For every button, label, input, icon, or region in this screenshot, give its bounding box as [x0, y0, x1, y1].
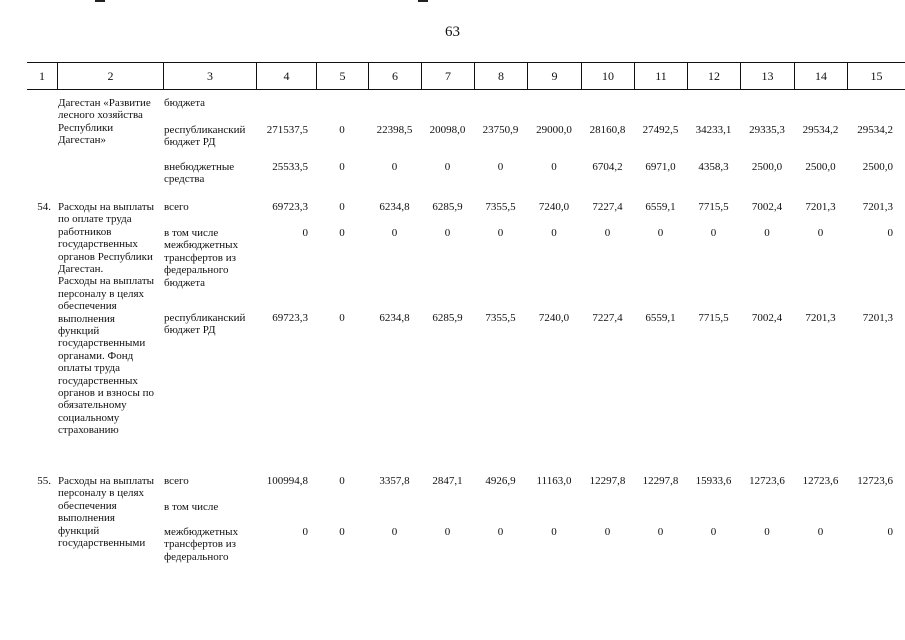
- column-header-10: 10: [581, 63, 634, 89]
- value-cell: 25533,5: [272, 161, 308, 173]
- value-cell: 0: [657, 227, 664, 239]
- table-header-row: [27, 62, 905, 90]
- value-cell: 7227,4: [592, 312, 623, 324]
- value-cell: 15933,6: [695, 475, 732, 487]
- row-number: 54.: [37, 201, 51, 213]
- value-cell: 0: [391, 526, 398, 538]
- value-cell: 0: [302, 526, 308, 538]
- row-source-line: внебюджетные: [164, 161, 235, 173]
- value-cell: 12723,6: [857, 475, 893, 487]
- value-cell: 0: [444, 161, 451, 173]
- value-cell: 7355,5: [485, 201, 516, 213]
- row-name-line: по оплате труда: [58, 213, 132, 226]
- value-cell: 0: [551, 227, 557, 239]
- value-cell: 69723,3: [272, 312, 308, 324]
- value-cell: 100994,8: [266, 475, 308, 487]
- value-cell: 7201,3: [862, 312, 893, 324]
- value-cell: 0: [764, 526, 770, 538]
- column-header-7: 7: [421, 63, 474, 89]
- column-header-11: 11: [634, 63, 687, 89]
- value-cell: 7201,3: [805, 312, 836, 324]
- column-header-3: 3: [163, 63, 256, 89]
- row-source-line: федерального: [164, 550, 229, 563]
- scan-edge-right: [418, 0, 428, 2]
- row-name-line: Дагестан.: [58, 263, 104, 275]
- value-cell: 7201,3: [805, 201, 836, 213]
- row-source-line: средства: [164, 173, 205, 186]
- value-cell: 0: [339, 312, 345, 324]
- row-name-line: обеспечения: [58, 499, 117, 512]
- row-source-line: всего: [164, 201, 189, 213]
- row-source-line: бюджета: [164, 276, 206, 289]
- value-cell: 0: [339, 124, 345, 136]
- value-cell: 7355,5: [485, 312, 516, 324]
- value-cell: 6559,1: [645, 312, 676, 324]
- value-cell: 22398,5: [376, 124, 413, 136]
- value-cell: 7240,0: [538, 312, 570, 324]
- value-cell: 12297,8: [642, 475, 679, 487]
- row-name-line: работников: [58, 225, 112, 238]
- value-cell: 0: [497, 526, 504, 538]
- value-cell: 0: [887, 526, 893, 538]
- column-header-2: 2: [57, 63, 163, 89]
- value-cell: 0: [497, 161, 504, 173]
- row-name-line: функций: [58, 325, 100, 337]
- column-header-14: 14: [794, 63, 847, 89]
- value-cell: 29000,0: [536, 124, 572, 136]
- row-name-line: функций: [58, 524, 100, 537]
- row-name-line: обязательному: [58, 399, 127, 412]
- column-header-1: 1: [39, 69, 45, 83]
- value-cell: 69723,3: [272, 201, 308, 213]
- row-source-line: трансфертов из: [164, 538, 236, 551]
- row-name-line: обеспечения: [58, 300, 117, 313]
- value-cell: 6971,0: [645, 161, 676, 173]
- column-header-13: 13: [740, 63, 794, 89]
- value-cell: 7715,5: [698, 312, 729, 324]
- row-name-line: страхованию: [58, 424, 119, 437]
- value-cell: 28160,8: [589, 124, 626, 136]
- value-cell: 271537,5: [266, 124, 308, 136]
- value-cell: 2847,1: [432, 475, 463, 487]
- row-name-line: лесного хозяйства: [58, 109, 143, 122]
- column-header-8: 8: [474, 63, 527, 89]
- value-cell: 7240,0: [538, 201, 570, 213]
- value-cell: 27492,5: [642, 124, 679, 136]
- column-header-15: 15: [847, 63, 905, 89]
- row-name-line: государственными: [58, 337, 146, 350]
- row-source-line: межбюджетных: [164, 239, 239, 252]
- row-name-line: выполнения: [58, 312, 115, 325]
- row-name-line: органов Республики: [58, 250, 153, 263]
- row-source-line: республиканский: [164, 312, 246, 324]
- row-source-line: в том числе: [164, 227, 219, 239]
- row-source-line: федерального: [164, 264, 229, 277]
- value-cell: 23750,9: [482, 124, 519, 136]
- value-cell: 0: [710, 526, 717, 538]
- row-name-line: Расходы на выплаты: [58, 201, 155, 213]
- row-name-line: Республики: [58, 121, 114, 134]
- column-header-9: 9: [527, 63, 581, 89]
- value-cell: 0: [391, 227, 398, 239]
- value-cell: 0: [887, 227, 893, 239]
- row-name-line: социальному: [58, 411, 120, 424]
- value-cell: 0: [444, 526, 451, 538]
- value-cell: 7201,3: [862, 201, 893, 213]
- row-source-line: бюджет РД: [164, 324, 216, 337]
- value-cell: 0: [817, 227, 824, 239]
- value-cell: 0: [551, 161, 557, 173]
- value-cell: 0: [339, 475, 345, 487]
- row-source-line: республиканский: [164, 124, 246, 136]
- value-cell: 29534,2: [802, 124, 839, 136]
- page-number: 63: [445, 24, 460, 40]
- value-cell: 0: [817, 526, 824, 538]
- value-cell: 0: [391, 161, 398, 173]
- value-cell: 0: [657, 526, 664, 538]
- value-cell: 7227,4: [592, 201, 623, 213]
- value-cell: 34233,1: [695, 124, 732, 136]
- value-cell: 20098,0: [429, 124, 466, 136]
- row-name-line: Расходы на выплаты: [58, 475, 155, 487]
- column-header-5: 5: [316, 63, 368, 89]
- value-cell: 4358,3: [698, 161, 729, 173]
- row-name-line: оплаты труда: [58, 362, 121, 375]
- scan-edge-left: [95, 0, 105, 2]
- value-cell: 7002,4: [751, 201, 783, 213]
- value-cell: 2500,0: [805, 161, 836, 173]
- value-cell: 2500,0: [751, 161, 783, 173]
- value-cell: 11163,0: [536, 475, 572, 487]
- value-cell: 6559,1: [645, 201, 676, 213]
- row-name-line: персоналу в целях: [58, 487, 145, 500]
- value-cell: 4926,9: [485, 475, 516, 487]
- value-cell: 0: [604, 227, 611, 239]
- value-cell: 6234,8: [379, 201, 410, 213]
- value-cell: 0: [710, 227, 717, 239]
- row-number: 55.: [37, 475, 51, 487]
- value-cell: 6285,9: [432, 201, 463, 213]
- row-name-line: выполнения: [58, 512, 115, 525]
- row-name-line: Дагестан «Развитие: [58, 97, 151, 109]
- column-header-6: 6: [368, 63, 421, 89]
- row-source-line: всего: [164, 475, 189, 487]
- value-cell: 0: [302, 227, 308, 239]
- value-cell: 7715,5: [698, 201, 729, 213]
- value-cell: 0: [444, 227, 451, 239]
- value-cell: 3357,8: [379, 475, 410, 487]
- row-name-line: Расходы на выплаты: [58, 275, 155, 288]
- value-cell: 0: [339, 201, 345, 213]
- value-cell: 0: [339, 227, 345, 239]
- column-header-4: 4: [256, 63, 316, 89]
- row-source-line: трансфертов из: [164, 251, 236, 264]
- row-name-line: персоналу в целях: [58, 287, 145, 300]
- row-source-line: бюджет РД: [164, 136, 216, 149]
- value-cell: 6234,8: [379, 312, 410, 324]
- value-cell: 0: [339, 161, 345, 173]
- row-source-line: бюджета: [164, 97, 206, 109]
- value-cell: 12723,6: [802, 475, 839, 487]
- value-cell: 2500,0: [862, 161, 893, 173]
- value-cell: 12723,6: [749, 475, 785, 487]
- row-name-line: государственными: [58, 537, 146, 549]
- value-cell: 12297,8: [589, 475, 626, 487]
- value-cell: 0: [497, 227, 504, 239]
- value-cell: 0: [764, 227, 770, 239]
- row-name-line: Дагестан»: [58, 134, 107, 147]
- value-cell: 6704,2: [592, 161, 623, 173]
- row-name-line: органами. Фонд: [58, 349, 134, 362]
- row-name-line: органов и взносы по: [58, 387, 154, 399]
- value-cell: 7002,4: [751, 312, 783, 324]
- row-source-line: межбюджетных: [164, 526, 239, 538]
- value-cell: 29335,3: [749, 124, 785, 136]
- value-cell: 0: [339, 526, 345, 538]
- column-header-12: 12: [687, 63, 740, 89]
- value-cell: 29534,2: [857, 124, 893, 136]
- value-cell: 0: [604, 526, 611, 538]
- row-name-line: государственных: [58, 238, 138, 251]
- row-name-line: государственных: [58, 374, 138, 387]
- value-cell: 0: [551, 526, 557, 538]
- row-source-line: в том числе: [164, 501, 219, 513]
- value-cell: 6285,9: [432, 312, 463, 324]
